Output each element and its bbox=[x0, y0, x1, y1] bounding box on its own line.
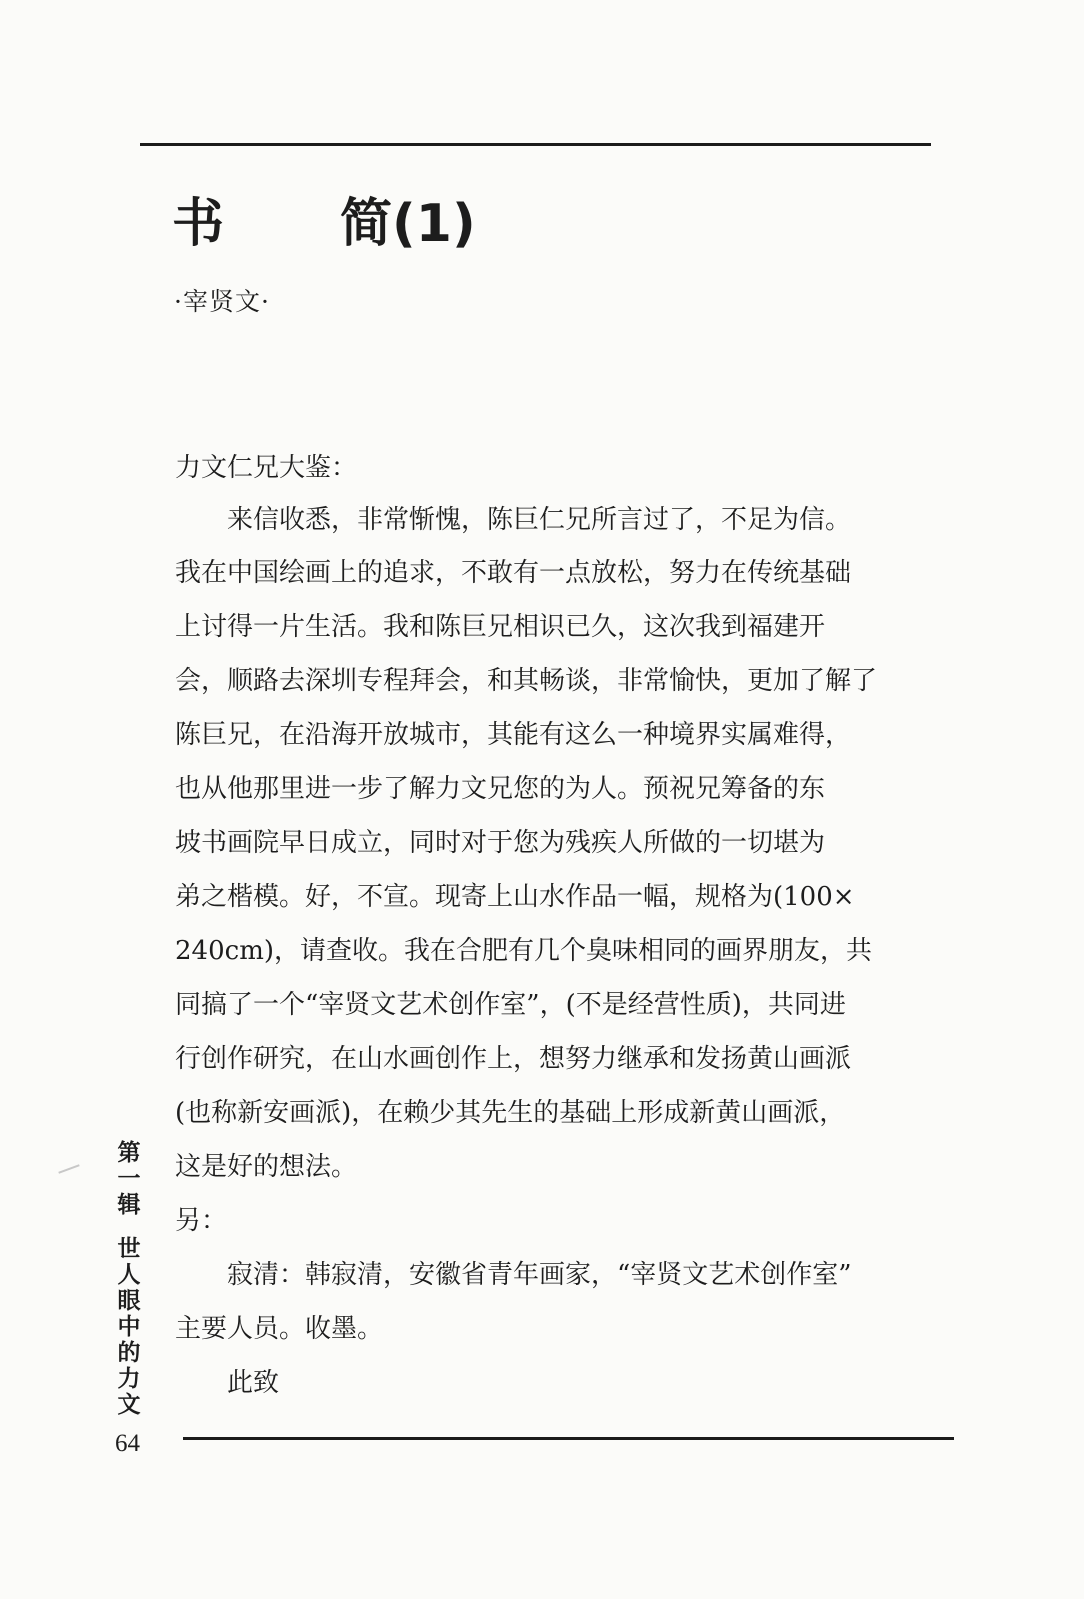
body-line: 主要人员。收墨。 bbox=[175, 1314, 384, 1344]
paper-mark bbox=[58, 1164, 79, 1173]
body-line: 上讨得一片生活。我和陈巨兄相识已久，这次我到福建开 bbox=[175, 612, 826, 642]
body-line: 来信收悉，非常惭愧，陈巨仁兄所言过了，不足为信。 bbox=[175, 505, 852, 535]
body-line: 我在中国绘画上的追求，不敢有一点放松，努力在传统基础 bbox=[175, 558, 852, 588]
running-head-char: 眼 bbox=[117, 1288, 141, 1314]
top-rule bbox=[140, 143, 931, 146]
running-head-char: 力 bbox=[117, 1366, 141, 1392]
part-label bbox=[114, 1140, 144, 1218]
body-line: 这是好的想法。 bbox=[175, 1152, 358, 1182]
page-title bbox=[172, 194, 476, 254]
running-head-char: 文 bbox=[117, 1392, 141, 1418]
running-head-char: 世 bbox=[117, 1236, 141, 1262]
running-head-char: 第 bbox=[117, 1140, 141, 1166]
running-head-char: 中 bbox=[117, 1314, 141, 1340]
body-line: 行创作研究，在山水画创作上，想努力继承和发扬黄山画派 bbox=[175, 1044, 852, 1074]
body-line: 坡书画院早日成立，同时对于您为残疾人所做的一切堪为 bbox=[175, 828, 826, 858]
body-line: 另： bbox=[175, 1206, 228, 1236]
body-line: 力文仁兄大鉴： bbox=[175, 453, 358, 483]
running-head-char: 人 bbox=[117, 1262, 141, 1288]
bottom-rule bbox=[183, 1437, 954, 1440]
running-head-char: 辑 bbox=[117, 1192, 141, 1218]
body-line: 寂清：韩寂清，安徽省青年画家，“宰贤文艺术创作室” bbox=[175, 1260, 852, 1290]
body-line: 弟之楷模。好，不宣。现寄上山水作品一幅，规格为(100× bbox=[175, 882, 855, 912]
body-line: 会，顺路去深圳专程拜会，和其畅谈，非常愉快，更加了解了 bbox=[175, 666, 878, 696]
running-head-char: 一 bbox=[117, 1166, 141, 1192]
body-line: (也称新安画派)，在赖少其先生的基础上形成新黄山画派， bbox=[175, 1098, 846, 1128]
body-line: 240cm)，请查收。我在合肥有几个臭味相同的画界朋友，共 bbox=[175, 936, 872, 966]
running-head-char: 的 bbox=[117, 1340, 141, 1366]
title-char-1: 书 bbox=[172, 194, 225, 254]
author-byline: ·宰贤文· bbox=[174, 287, 270, 316]
body-line: 此致 bbox=[175, 1368, 280, 1398]
body-line: 也从他那里进一步了解力文兄您的为人。预祝兄筹备的东 bbox=[175, 774, 826, 804]
title-char-2: 简(1) bbox=[340, 194, 476, 254]
body-line: 陈巨兄，在沿海开放城市，其能有这么一种境界实属难得， bbox=[175, 720, 852, 750]
body-line: 同搞了一个“宰贤文艺术创作室”，(不是经营性质)，共同进 bbox=[175, 990, 846, 1020]
running-head-vertical bbox=[114, 1140, 144, 1418]
section-label bbox=[114, 1236, 144, 1418]
page-number: 64 bbox=[115, 1430, 140, 1457]
